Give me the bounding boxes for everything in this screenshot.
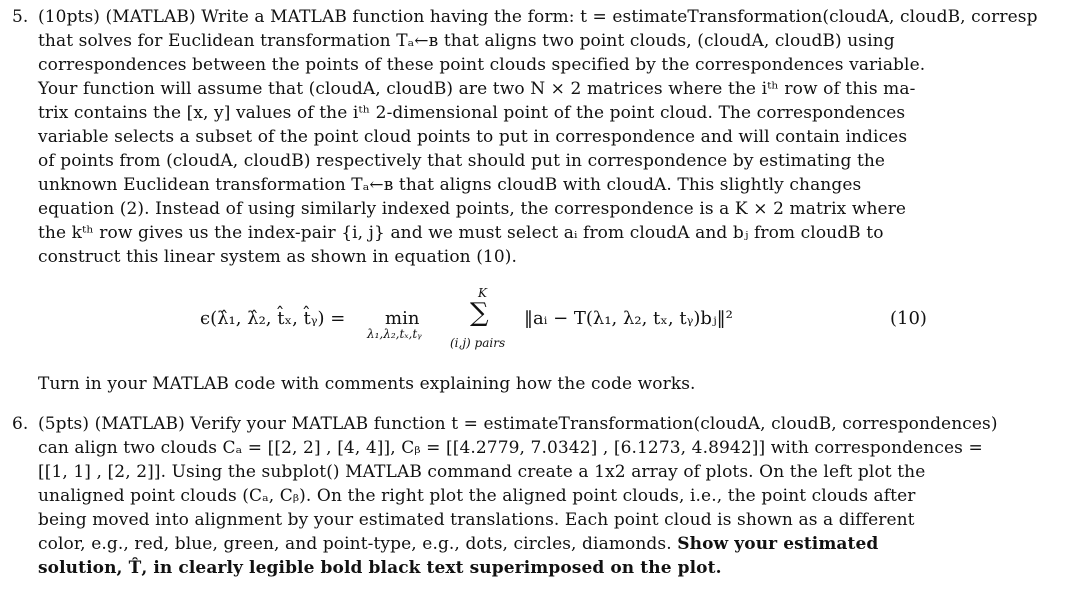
problem-5-line-3: correspondences between the points of these point clouds specified by the correspondences variable. <box>38 55 926 75</box>
equation-lhs: ϵ(λ̂₁, λ̂₂, t̂ₓ, t̂ᵧ) = <box>200 308 346 329</box>
problem-5-line-8: unknown Euclidean transformation Tₐ←ʙ that aligns cloudB with cloudA. This slightly changes <box>38 175 862 195</box>
problem-5-line-1: (10pts) (MATLAB) Write a MATLAB function having the form: t = estimateTransformation(cloudA, cloudB, corresp <box>38 7 1038 27</box>
problem-6-line-5: being moved into alignment by your estimated translations. Each point cloud is shown as a different <box>38 510 915 530</box>
equation-min: min <box>385 308 420 329</box>
problem-6-line-6-bold: Show your estimated <box>677 534 879 554</box>
problem-6-line-6 <box>38 532 878 556</box>
problem-6-line-2: can align two clouds Cₐ = [[2, 2] , [4, 4]], Cᵦ = [[4.2779, 7.0342] , [6.1273, 4.8942]] with correspondences = <box>38 438 983 458</box>
problem-5-line-9: equation (2). Instead of using similarly indexed points, the correspondence is a K × 2 matrix where <box>38 199 907 219</box>
problem-5-line-10: the kᵗʰ row gives us the index-pair {i, j} and we must select aᵢ from cloudA and bⱼ from cloudB to <box>38 223 884 243</box>
problem-5-line-4: Your function will assume that (cloudA, cloudB) are two N × 2 matrices where the iᵗʰ row of this ma- <box>38 79 916 99</box>
equation-min-subscript: λ₁,λ₂,tₓ,tᵧ <box>367 327 422 341</box>
problem-5-line-5: trix contains the [x, y] values of the iᵗʰ 2-dimensional point of the point cloud. The correspondences <box>38 103 906 123</box>
equation-norm: ‖aᵢ − T(λ₁, λ₂, tₓ, tᵧ)bⱼ‖² <box>524 308 733 329</box>
equation-10 <box>0 286 1071 356</box>
problem-5-line-6: variable selects a subset of the point cloud points to put in correspondence and will contain indices <box>38 127 908 147</box>
problem-5-line-2: that solves for Euclidean transformation Tₐ←ʙ that aligns two point clouds, (cloudA, cloudB) using <box>38 31 895 51</box>
equation-sum-lower: (i,j) pairs <box>450 336 506 350</box>
problem-6-number: 6. <box>12 414 29 434</box>
equation-number: (10) <box>890 308 927 329</box>
problem-5-closing: Turn in your MATLAB code with comments explaining how the code works. <box>38 374 696 394</box>
equation-sum-symbol: ∑ <box>470 298 489 328</box>
problem-6-line-3: [[1, 1] , [2, 2]]. Using the subplot() MATLAB command create a 1x2 array of plots. On the left plot the <box>38 462 926 482</box>
equation-sum-upper: K <box>478 286 487 300</box>
problem-6-line-4: unaligned point clouds (Cₐ, Cᵦ). On the right plot the aligned point clouds, i.e., the point clouds after <box>38 486 916 506</box>
problem-6-line-1: (5pts) (MATLAB) Verify your MATLAB function t = estimateTransformation(cloudA, cloudB, correspondences) <box>38 414 998 434</box>
problem-6-line-7: solution, T̂, in clearly legible bold black text superimposed on the plot. <box>38 558 722 578</box>
problem-5-line-11: construct this linear system as shown in equation (10). <box>38 247 518 267</box>
problem-6-line-6-text: color, e.g., red, blue, green, and point-type, e.g., dots, circles, diamonds. <box>38 534 672 554</box>
problem-5-number: 5. <box>12 7 29 27</box>
problem-5-line-7: of points from (cloudA, cloudB) respectively that should put in correspondence by estimating the <box>38 151 886 171</box>
